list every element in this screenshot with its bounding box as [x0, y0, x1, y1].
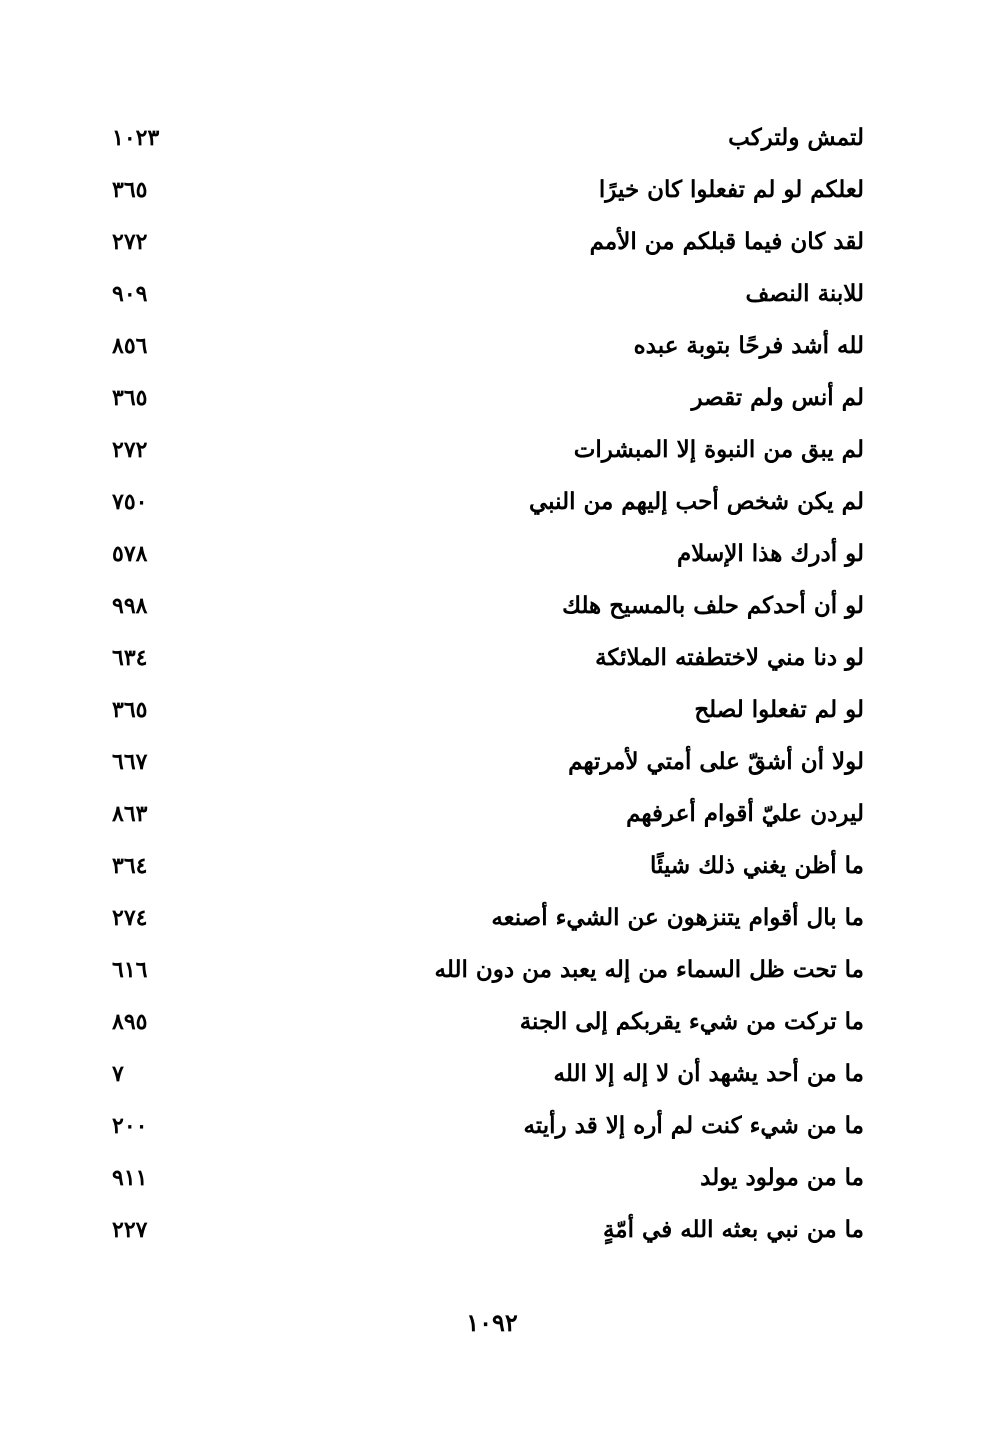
entry-text: لو أن أحدكم حلف بالمسيح هلك	[562, 592, 864, 619]
entry-page-number: ٢٧٢	[112, 437, 148, 463]
entry-text: ما أظن يغني ذلك شيئًا	[650, 852, 864, 879]
entry-text: لو لم تفعلوا لصلح	[694, 696, 864, 723]
index-entry	[0, 892, 984, 944]
entry-page-number: ٦٣٤	[112, 645, 148, 671]
entry-text: لولا أن أشقّ على أمتي لأمرتهم	[568, 748, 864, 775]
entry-page-number: ٣٦٥	[112, 177, 148, 203]
page-number: ١٠٩٢	[466, 1308, 518, 1337]
entry-page-number: ٨٥٦	[112, 333, 148, 359]
entry-page-number: ٢٠٠	[112, 1113, 148, 1139]
index-entry	[0, 216, 984, 268]
index-entry	[0, 268, 984, 320]
entry-text: لقد كان فيما قبلكم من الأمم	[589, 228, 864, 255]
index-entry	[0, 528, 984, 580]
entry-page-number: ٨٩٥	[112, 1009, 148, 1035]
entry-page-number: ٩٩٨	[112, 593, 148, 619]
hadith-index-list	[0, 112, 984, 1256]
entry-text: ليردن عليّ أقوام أعرفهم	[626, 800, 864, 827]
entry-text: لتمش ولتركب	[728, 124, 864, 151]
entry-page-number: ٨٦٣	[112, 801, 148, 827]
index-entry	[0, 372, 984, 424]
index-entry	[0, 476, 984, 528]
entry-page-number: ٣٦٤	[112, 853, 148, 879]
index-entry	[0, 1100, 984, 1152]
index-entry	[0, 1204, 984, 1256]
entry-page-number: ٩٠٩	[112, 281, 148, 307]
entry-page-number: ٣٦٥	[112, 697, 148, 723]
index-entry	[0, 996, 984, 1048]
entry-page-number: ٦١٦	[112, 957, 148, 983]
index-entry	[0, 112, 984, 164]
entry-text: لو دنا مني لاختطفته الملائكة	[595, 644, 864, 671]
entry-text: ما من مولود يولد	[700, 1164, 864, 1191]
entry-text: لو أدرك هذا الإسلام	[677, 540, 864, 567]
entry-page-number: ٢٧٢	[112, 229, 148, 255]
index-entry	[0, 736, 984, 788]
index-entry	[0, 320, 984, 372]
index-entry	[0, 1152, 984, 1204]
entry-text: لله أشد فرحًا بتوبة عبده	[633, 332, 864, 359]
entry-text: ما من نبي بعثه الله في أمّةٍ	[602, 1216, 864, 1243]
entry-page-number: ٦٦٧	[112, 749, 148, 775]
entry-page-number: ٧٥٠	[112, 489, 148, 515]
entry-page-number: ٢٧٤	[112, 905, 148, 931]
index-entry	[0, 944, 984, 996]
entry-page-number: ٣٦٥	[112, 385, 148, 411]
entry-page-number: ٩١١	[112, 1165, 148, 1191]
index-entry	[0, 1048, 984, 1100]
entry-text: لعلكم لو لم تفعلوا كان خيرًا	[598, 176, 864, 203]
index-entry	[0, 424, 984, 476]
entry-page-number: ١٠٢٣	[112, 125, 160, 151]
index-entry	[0, 684, 984, 736]
index-entry	[0, 632, 984, 684]
entry-text: لم يبق من النبوة إلا المبشرات	[573, 436, 864, 463]
entry-page-number: ٥٧٨	[112, 541, 148, 567]
entry-text: للابنة النصف	[745, 280, 864, 307]
entry-page-number: ٧	[112, 1061, 124, 1087]
entry-text: ما بال أقوام يتنزهون عن الشيء أصنعه	[491, 904, 864, 931]
index-entry	[0, 840, 984, 892]
index-entry	[0, 164, 984, 216]
entry-text: ما تحت ظل السماء من إله يعبد من دون الله	[434, 956, 864, 983]
entry-text: لم أنس ولم تقصر	[691, 384, 864, 411]
index-entry	[0, 580, 984, 632]
entry-text: ما تركت من شيء يقربكم إلى الجنة	[519, 1008, 864, 1035]
entry-page-number: ٢٢٧	[112, 1217, 148, 1243]
entry-text: ما من شيء كنت لم أره إلا قد رأيته	[523, 1112, 864, 1139]
entry-text: ما من أحد يشهد أن لا إله إلا الله	[553, 1060, 864, 1087]
index-entry	[0, 788, 984, 840]
entry-text: لم يكن شخص أحب إليهم من النبي	[529, 488, 864, 515]
